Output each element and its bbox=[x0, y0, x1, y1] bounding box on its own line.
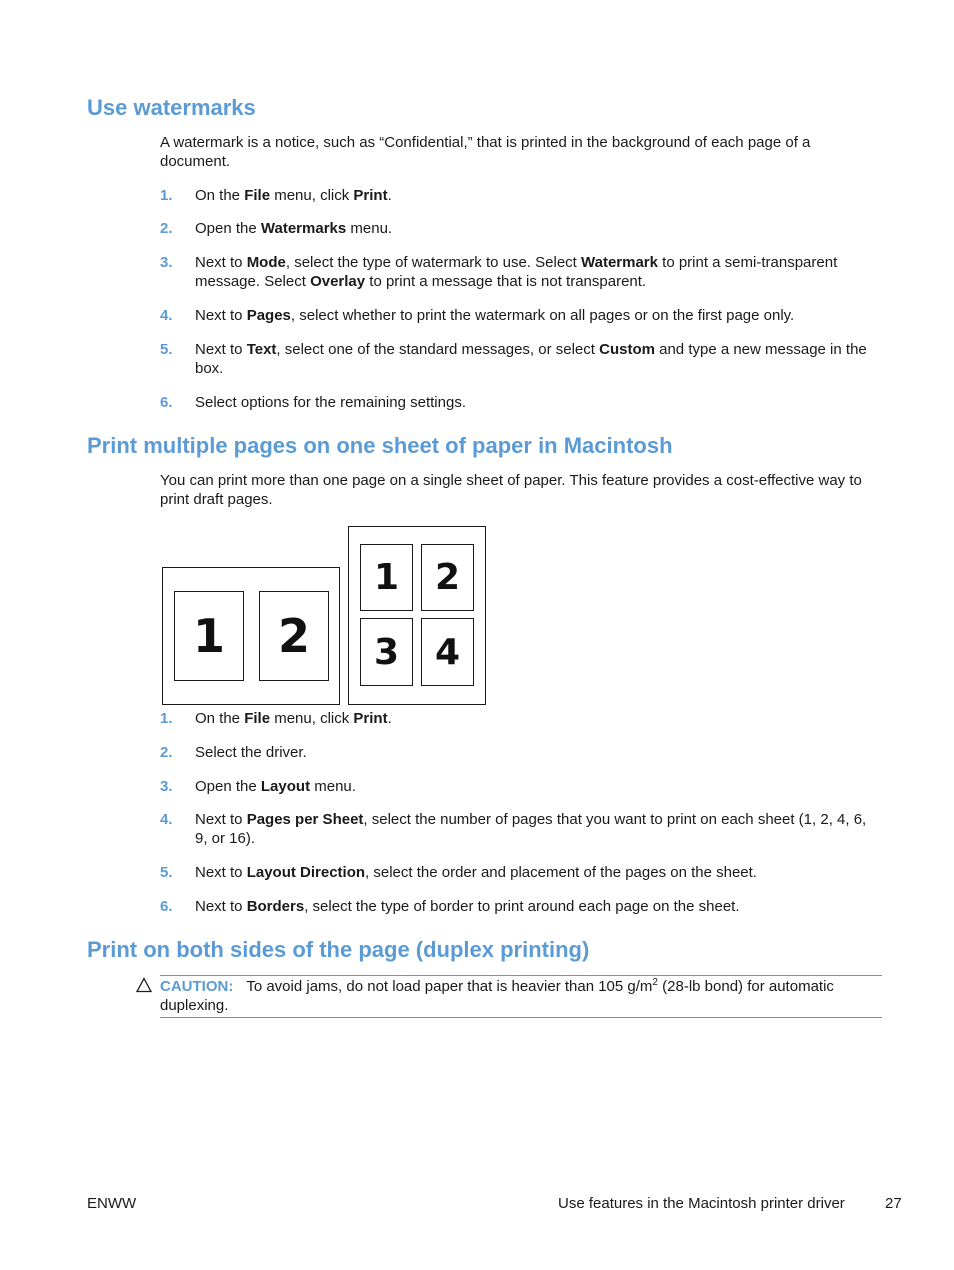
step-number: 4. bbox=[160, 307, 173, 324]
ui-term: Print bbox=[353, 710, 388, 727]
footer-left: ENWW bbox=[87, 1195, 137, 1212]
ui-term: Mode bbox=[246, 254, 286, 271]
watermarks-intro: A watermark is a notice, such as “Confidential,” that is printed in the background of each page of a document. bbox=[160, 134, 811, 170]
ui-term: File bbox=[244, 187, 271, 204]
step-number: 1. bbox=[160, 710, 173, 727]
list-item bbox=[160, 306, 882, 325]
ui-term: Watermarks bbox=[260, 220, 347, 237]
ui-term: File bbox=[244, 710, 271, 727]
caution-triangle-icon bbox=[136, 977, 152, 993]
step-number: 5. bbox=[160, 864, 173, 881]
step-text: Select the driver. bbox=[195, 744, 307, 761]
step-text: Select options for the remaining settings. bbox=[195, 394, 466, 411]
page-thumb: 1 bbox=[174, 591, 244, 681]
step-text: Next to Layout Direction, select the order and placement of the pages on the sheet. bbox=[195, 864, 757, 881]
four-up-sheet bbox=[348, 526, 486, 705]
step-number: 3. bbox=[160, 778, 173, 795]
ui-term: Watermark bbox=[581, 254, 658, 271]
ui-term: Layout Direction bbox=[246, 864, 366, 881]
step-number: 1. bbox=[160, 187, 173, 204]
page-thumb: 4 bbox=[421, 618, 474, 686]
list-item bbox=[160, 743, 882, 762]
multipage-intro: You can print more than one page on a single sheet of paper. This feature provides a cost-effective way to print draft pages. bbox=[160, 472, 862, 508]
ui-term: Layout bbox=[260, 778, 311, 795]
page-thumb: 1 bbox=[360, 544, 413, 611]
step-text: Next to Borders, select the type of border to print around each page on the sheet. bbox=[195, 898, 740, 915]
section-title-watermarks: Use watermarks bbox=[87, 95, 256, 120]
step-text: Next to Pages per Sheet, select the number of pages that you want to print on each sheet (1, 2, 4, 6, 9, or 16). bbox=[195, 811, 867, 847]
list-item bbox=[160, 863, 882, 882]
page-thumb: 3 bbox=[360, 618, 413, 686]
step-number: 3. bbox=[160, 254, 173, 271]
ui-term: Print bbox=[353, 187, 388, 204]
step-number: 4. bbox=[160, 811, 173, 828]
caution-text-end: (28-lb bond) for automatic duplexing. bbox=[160, 978, 834, 1014]
step-number: 5. bbox=[160, 341, 173, 358]
section-title-multipage: Print multiple pages on one sheet of paper in Macintosh bbox=[87, 433, 673, 458]
step-text: Next to Pages, select whether to print the watermark on all pages or on the first page only. bbox=[195, 307, 795, 324]
two-up-sheet bbox=[162, 567, 340, 705]
footer-center: Use features in the Macintosh printer driver bbox=[558, 1195, 845, 1212]
section-title-duplex: Print on both sides of the page (duplex printing) bbox=[87, 937, 590, 962]
list-item bbox=[160, 186, 882, 205]
step-text: Next to Mode, select the type of watermark to use. Select Watermark to print a semi-transparent message. Select Overlay to print a message that is not transparent. bbox=[195, 254, 838, 290]
step-number: 6. bbox=[160, 898, 173, 915]
page-thumb: 2 bbox=[421, 544, 474, 611]
ui-term: Borders bbox=[246, 898, 305, 915]
step-number: 2. bbox=[160, 220, 173, 237]
list-item bbox=[160, 219, 882, 238]
step-text: Open the Watermarks menu. bbox=[195, 220, 393, 237]
step-text: On the File menu, click Print. bbox=[195, 187, 392, 204]
ui-term: Pages per Sheet bbox=[246, 811, 364, 828]
page-number: 27 bbox=[885, 1195, 902, 1212]
list-item bbox=[160, 777, 882, 796]
step-text: Next to Text, select one of the standard messages, or select Custom and type a new message in the box. bbox=[195, 341, 867, 377]
ui-term: Text bbox=[246, 341, 277, 358]
list-item bbox=[160, 897, 882, 916]
list-item bbox=[160, 393, 882, 412]
caution-note bbox=[160, 975, 882, 1018]
ui-term: Custom bbox=[599, 341, 655, 358]
step-text: On the File menu, click Print. bbox=[195, 710, 392, 727]
caution-label: CAUTION: bbox=[160, 978, 234, 995]
ui-term: Pages bbox=[246, 307, 291, 324]
list-item bbox=[160, 340, 882, 378]
page-thumb: 2 bbox=[259, 591, 329, 681]
step-number: 2. bbox=[160, 744, 173, 761]
ui-term: Overlay bbox=[310, 273, 366, 290]
step-text: Open the Layout menu. bbox=[195, 778, 356, 795]
list-item bbox=[160, 810, 882, 848]
list-item bbox=[160, 253, 882, 291]
caution-text: To avoid jams, do not load paper that is heavier than 105 g/m bbox=[246, 978, 653, 995]
step-number: 6. bbox=[160, 394, 173, 411]
list-item bbox=[160, 709, 882, 728]
caution-superscript: 2 bbox=[652, 977, 658, 988]
